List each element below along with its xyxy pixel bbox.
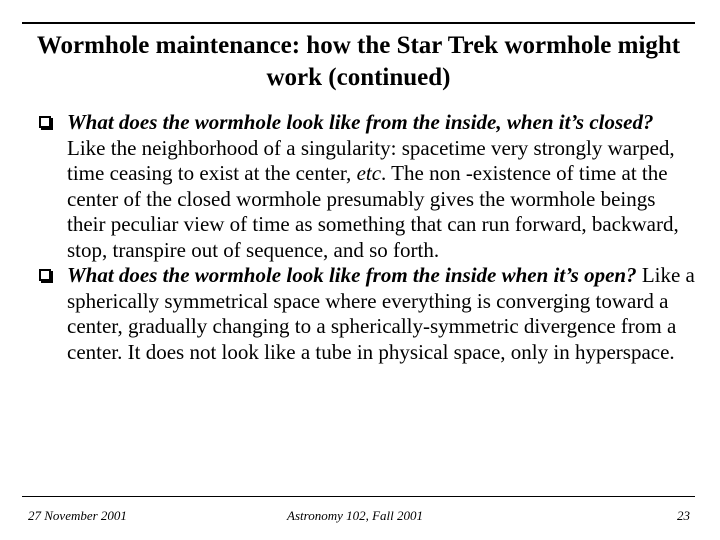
bullet-closed-wormhole (35, 110, 695, 263)
title-top-rule (22, 22, 695, 24)
bullet-open-wormhole (35, 263, 695, 365)
bullet-list (35, 110, 695, 365)
footer-date: 27 November 2001 (28, 508, 127, 523)
bullet-answer-etc: etc (356, 161, 382, 185)
checkbox-bullet-icon (39, 116, 51, 128)
bullet-answer-part: . The non -existence of time at the center of the closed wormhole presumably gives the wormhole beings their peculiar view of time as something that can run forward, backward, stop, transpire out of sequence, and so forth. (67, 161, 679, 262)
footer-rule (22, 496, 695, 497)
footer-page-number: 23 (677, 508, 690, 523)
bullet-question: What does the wormhole look like from the inside, when it’s closed? (67, 110, 654, 134)
footer-course: Astronomy 102, Fall 2001 (287, 508, 424, 523)
checkbox-bullet-icon (39, 269, 51, 281)
slide-title: Wormhole maintenance: how the Star Trek wormhole might work (continued) (36, 32, 681, 91)
bullet-answer: Like a spherically symmetrical space where everything is converging toward a center, gradually changing to a spherically-symmetric divergence from a center. It does not look like a tube in physical space, only in hyperspace. (67, 263, 695, 364)
bullet-answer-part: Like the neighborhood of a singularity: spacetime very strongly warped, time ceasing to exist at the center, (67, 135, 675, 185)
bullet-question: What does the wormhole look like from the inside when it’s open? (67, 263, 637, 287)
